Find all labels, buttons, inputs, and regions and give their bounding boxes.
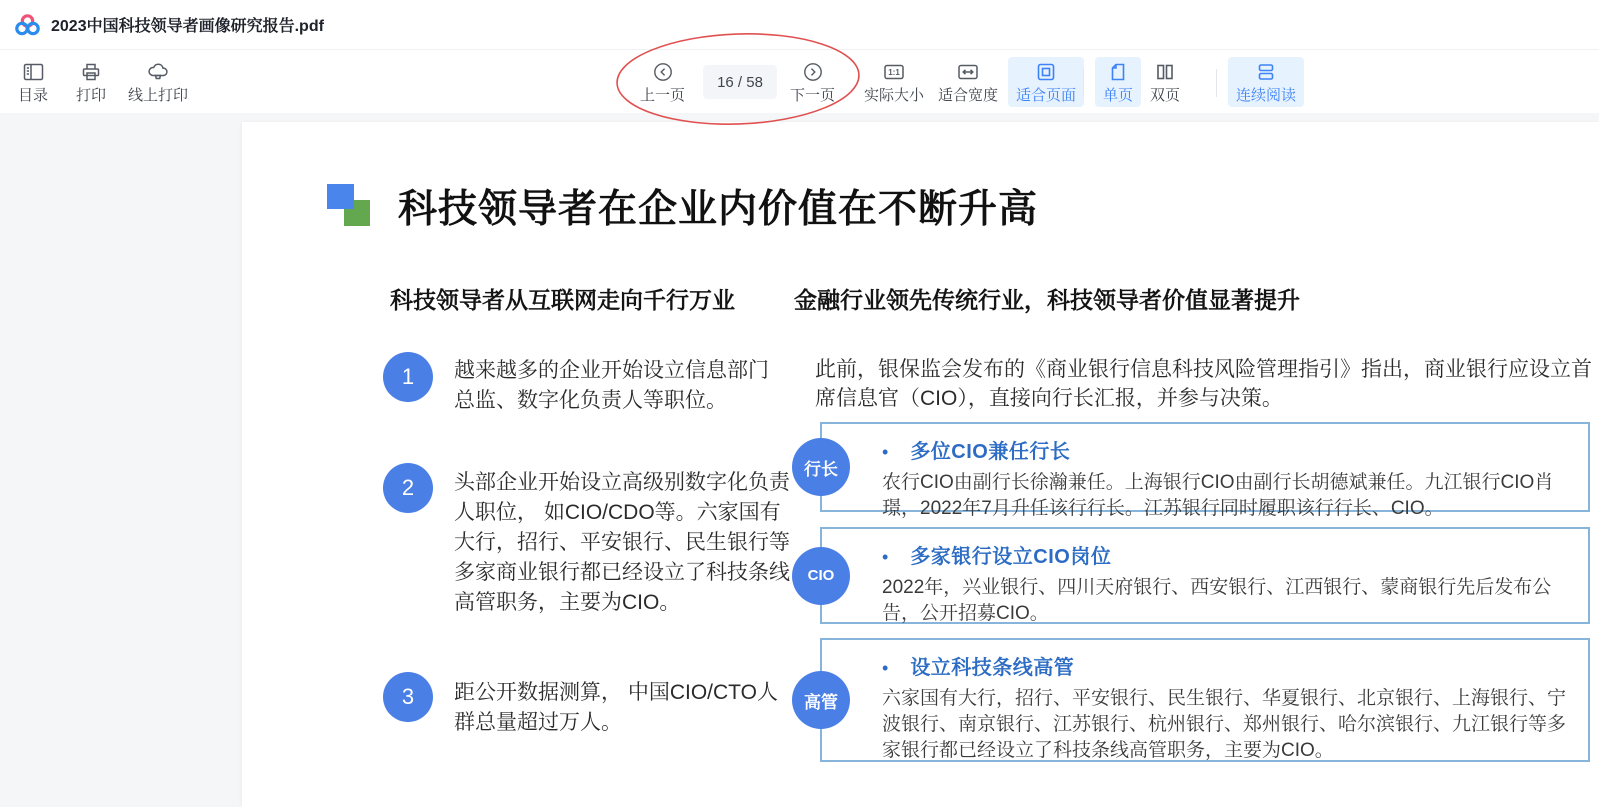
- fit-page-icon: [1036, 61, 1056, 83]
- printer-icon: [81, 61, 101, 83]
- info-card-gaoguan: [804, 638, 1590, 762]
- card-badge: CIO: [792, 547, 850, 605]
- next-page-icon: [803, 61, 823, 83]
- bullet-icon: •: [882, 658, 889, 678]
- next-page-button[interactable]: [790, 61, 835, 103]
- svg-text:1:1: 1:1: [888, 68, 900, 77]
- pdf-page: [242, 122, 1599, 807]
- fit-width-button[interactable]: [938, 61, 998, 103]
- online-print-button[interactable]: [128, 61, 188, 103]
- print-label: 打印: [76, 87, 107, 104]
- app-logo-icon: [14, 13, 41, 37]
- continuous-reading-button[interactable]: [1228, 57, 1304, 107]
- toolbar: [0, 51, 1599, 113]
- slide-title: 科技领导者在企业内价值在不断升高: [398, 188, 1039, 231]
- toolbar-divider: [1216, 69, 1217, 97]
- prev-page-label: 上一页: [640, 87, 686, 104]
- prev-page-button[interactable]: [640, 61, 685, 103]
- print-button[interactable]: [76, 61, 106, 103]
- fit-width-icon: [957, 61, 979, 83]
- right-column-intro: 此前，银保监会发布的《商业银行信息科技风险管理指引》指出，商业银行应设立首席信息官（CIO），直接向行长汇报，并参与决策。: [815, 358, 1592, 410]
- card-title: 多位CIO兼任行长: [910, 441, 1071, 463]
- single-page-button[interactable]: [1095, 57, 1141, 107]
- card-body: 农行CIO由副行长徐瀚兼任。上海银行CIO由副行长胡德斌兼任。九江银行CIO肖璟，2022年7月升任该行行长。江苏银行同时履职该行行长、CIO。: [882, 472, 1554, 519]
- double-page-icon: [1155, 61, 1175, 83]
- title-bar: [0, 0, 1599, 50]
- numbered-badge: 3: [383, 672, 433, 722]
- numbered-badge: 1: [383, 352, 433, 402]
- online-print-label: 线上打印: [128, 87, 189, 104]
- card-badge: 高管: [792, 671, 850, 729]
- actual-size-label: 实际大小: [864, 87, 925, 104]
- card-title: 多家银行设立CIO岗位: [910, 546, 1112, 568]
- right-column-heading: 金融行业领先传统行业，科技领导者价值显著提升: [794, 287, 1300, 313]
- cloud-print-icon: [147, 61, 169, 83]
- document-filename: 2023中国科技领导者画像研究报告.pdf: [51, 18, 324, 35]
- list-item: 越来越多的企业开始设立信息部门总监、数字化负责人等职位。: [454, 359, 769, 412]
- fit-page-label: 适合页面: [1016, 87, 1077, 104]
- continuous-reading-icon: [1256, 61, 1276, 83]
- actual-size-icon: [883, 61, 905, 83]
- toc-icon: [23, 61, 44, 83]
- bullet-icon: •: [882, 442, 889, 462]
- actual-size-button[interactable]: [864, 61, 924, 103]
- list-item: 头部企业开始设立高级别数字化负责人职位， 如CIO/CDO等。六家国有大行，招行、平安银行、民生银行等多家商业银行都已经设立了科技条线高管职务，主要为CIO。: [454, 471, 790, 614]
- single-page-icon: [1108, 61, 1128, 83]
- numbered-badge: 2: [383, 463, 433, 513]
- single-page-label: 单页: [1103, 87, 1134, 104]
- info-card-xingzhang: [804, 422, 1590, 519]
- toc-label: 目录: [18, 87, 49, 104]
- fit-page-button[interactable]: [1008, 57, 1084, 107]
- left-column-heading: 科技领导者从互联网走向千行万业: [390, 287, 735, 313]
- toc-button[interactable]: [18, 61, 48, 103]
- continuous-reading-label: 连续阅读: [1236, 87, 1297, 104]
- list-item: 距公开数据测算， 中国CIO/CTO人群总量超过万人。: [454, 681, 778, 734]
- prev-page-icon: [653, 61, 673, 83]
- next-page-label: 下一页: [790, 87, 836, 104]
- fit-width-label: 适合宽度: [938, 87, 999, 104]
- bullet-icon: •: [882, 547, 889, 567]
- card-body: 2022年，兴业银行、四川天府银行、西安银行、江西银行、蒙商银行先后发布公告，公开招募CIO。: [882, 577, 1552, 624]
- page-indicator[interactable]: 16 / 58: [703, 65, 777, 99]
- card-title: 设立科技条线高管: [910, 657, 1075, 679]
- title-marker-blue-square: [327, 184, 354, 209]
- toolbar-divider: [1083, 69, 1084, 97]
- double-page-button[interactable]: [1150, 61, 1180, 103]
- info-card-cio: [807, 527, 1590, 624]
- viewer-background: [0, 113, 1599, 807]
- card-badge: 行长: [792, 438, 850, 496]
- card-body: 六家国有大行，招行、平安银行、民生银行、华夏银行、北京银行、上海银行、宁波银行、南京银行、江苏银行、杭州银行、郑州银行、哈尔滨银行、九江银行等多家银行都已经设立了科技条线高管职务，主要为CIO。: [882, 688, 1567, 761]
- double-page-label: 双页: [1150, 87, 1181, 104]
